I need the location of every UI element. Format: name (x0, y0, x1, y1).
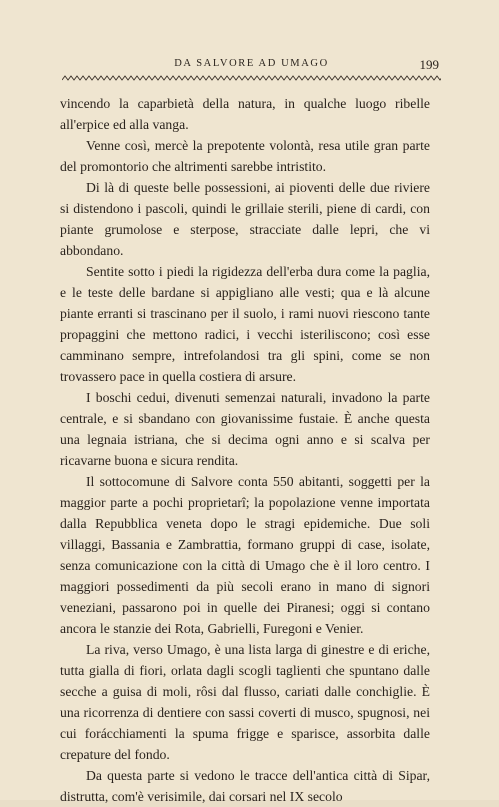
paragraph: Venne così, mercè la prepotente volontà, resa utile gran parte del promontorio che altrimenti sarebbe intristito. (60, 138, 430, 174)
decorative-rule (62, 74, 441, 82)
body-text (60, 93, 430, 807)
paragraph: Da questa parte si vedono le tracce dell'antica città di Sipar, distrutta, com'è verisimile, dai corsari nel IX secolo (60, 768, 430, 804)
paragraph: Il sottocomune di Salvore conta 550 abitanti, soggetti per la maggior parte a pochi proprietarî; la popolazione venne importata dalla Repubblica veneta dopo le stragi epidemiche. Due soli villaggi, Bassania e Zambrattia, formano gruppi di case, isolate, senza comunicazione con la città di Umago che è il loro centro. I maggiori possedimenti da più secoli erano in mano di signori veneziani, passarono poi in quelle dei Piranesi; oggi si contano ancora le stanzie dei Rota, Gabrielli, Furegoni e Venier. (60, 474, 430, 636)
paragraph: I boschi cedui, divenuti semenzai naturali, invadono la parte centrale, e si sbandano con giovanissime fustaie. È anche questa una legnaia istriana, che si decima ogni anno e si scalva per ricavarne buona e sicura rendita. (60, 390, 430, 468)
zigzag-ornament (62, 74, 441, 82)
running-title: DA SALVORE AD UMAGO (174, 58, 329, 69)
paragraph: vincendo la caparbietà della natura, in qualche luogo ribelle all'erpice ed alla vanga. (60, 96, 430, 132)
paragraph: Sentite sotto i piedi la rigidezza dell'erba dura come la paglia, e le teste delle bardane si appigliano alle vesti; qua e là alcune piante erranti si trascinano per il suolo, i rami nuovi riescono tante propaggini che mettono radici, i vecchi isteriliscono; così esse camminano sempre, intrefolandosi tra gli spini, come se non trovassero pace in quella costiera di arsure. (60, 264, 430, 384)
paragraph: La riva, verso Umago, è una lista larga di ginestre e di eriche, tutta gialla di fiori, orlata dagli scogli taglienti che spuntano dalle secche a guisa di moli, rôsi dal flusso, cariati dalle conchiglie. È una ricorrenza di dentiere con sassi coverti di musco, spugnosi, nei cui forácchiamenti la spuma frigge e sparisce, assorbita dalle crepature del fondo. (60, 642, 430, 762)
paragraph: Di là di queste belle possessioni, ai pioventi delle due riviere si distendono i pascoli, quindi le grillaie sterili, piene di cardi, con piante grumolose e sterpose, stracciate dalle lepri, che vi abbondano. (60, 180, 430, 258)
page-number: 199 (419, 57, 439, 72)
